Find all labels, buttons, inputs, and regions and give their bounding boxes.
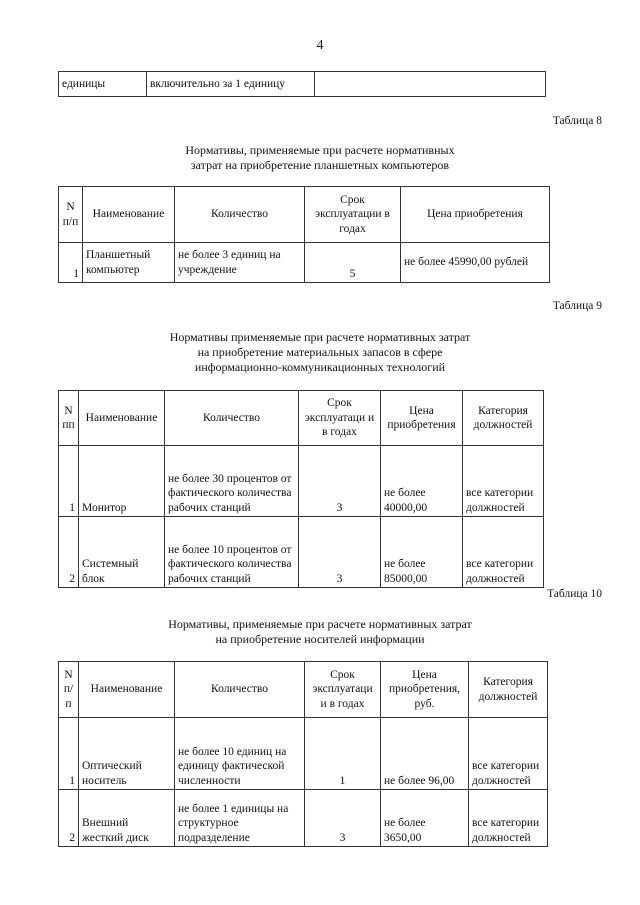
- continuation-table: [58, 71, 546, 97]
- title-line: Нормативы применяемые при расчете нормативных затрат: [169, 330, 471, 344]
- table-row: [59, 790, 548, 847]
- table10: [58, 661, 548, 847]
- table-row: [59, 243, 550, 283]
- table-cell: не более 1 единицы на структурное подразделение: [175, 790, 305, 847]
- table-cell: Системный блок: [79, 517, 165, 588]
- table-cell: не более 10 единиц на единицу фактической численности: [175, 718, 305, 790]
- table-cell: 2: [59, 517, 79, 588]
- header-cell: Категория должностей: [463, 391, 544, 446]
- table10-caption: Таблица 10: [547, 588, 602, 600]
- table-row: [59, 517, 544, 588]
- header-cell: Категория должностей: [469, 662, 548, 718]
- header-cell: Цена приобретения, руб.: [381, 662, 469, 718]
- header-cell: Срок эксплуатаци и в годах: [305, 662, 381, 718]
- title-line: затрат на приобретение планшетных компьютеров: [190, 158, 450, 172]
- table8-title: [0, 143, 640, 173]
- table-cell: Планшетный компьютер: [83, 243, 175, 283]
- table-cell: все категории должностей: [469, 718, 548, 790]
- header-cell: Наименование: [79, 662, 175, 718]
- header-cell: Цена приобретения: [381, 391, 463, 446]
- table8-caption: Таблица 8: [552, 115, 602, 127]
- table-cell: 3: [299, 446, 381, 517]
- header-cell: Наименование: [79, 391, 165, 446]
- table-cell: [315, 72, 546, 97]
- table-cell: не более 40000,00: [381, 446, 463, 517]
- header-cell: Срок эксплуатации в годах: [305, 187, 401, 243]
- table8: [58, 186, 550, 283]
- header-cell: Наименование: [83, 187, 175, 243]
- table-cell: не более 3 единиц на учреждение: [175, 243, 305, 283]
- title-line: на приобретение материальных запасов в сфере: [197, 345, 443, 359]
- title-line: на приобретение носителей информации: [215, 632, 425, 646]
- table-cell: не более 30 процентов от фактического количества рабочих станций: [165, 446, 299, 517]
- table-cell: 5: [305, 243, 401, 283]
- table-cell: 3: [299, 517, 381, 588]
- table9-title: [0, 330, 640, 375]
- table9-caption: Таблица 9: [552, 300, 602, 312]
- table10-title: [0, 617, 640, 647]
- table-cell: Монитор: [79, 446, 165, 517]
- table-cell: 1: [305, 718, 381, 790]
- table-cell: не более 85000,00: [381, 517, 463, 588]
- title-line: Нормативы, применяемые при расчете нормативных: [185, 143, 455, 157]
- header-cell: Количество: [175, 662, 305, 718]
- table-cell: 3: [305, 790, 381, 847]
- table-cell: 2: [59, 790, 79, 847]
- table-cell: Оптический носитель: [79, 718, 175, 790]
- table-cell: не более 3650,00: [381, 790, 469, 847]
- table-cell: не более 10 процентов от фактического количества рабочих станций: [165, 517, 299, 588]
- table-cell: единицы: [59, 72, 147, 97]
- table9: [58, 390, 544, 588]
- header-cell: N пп: [59, 391, 79, 446]
- header-cell: Количество: [175, 187, 305, 243]
- table-cell: Внешний жесткий диск: [79, 790, 175, 847]
- table-cell: включительно за 1 единицу: [147, 72, 315, 97]
- header-cell: Срок эксплуатаци и в годах: [299, 391, 381, 446]
- header-cell: N п/п: [59, 662, 79, 718]
- page-number: 4: [316, 38, 324, 53]
- table-cell: 1: [59, 243, 83, 283]
- title-line: Нормативы, применяемые при расчете нормативных затрат: [168, 617, 472, 631]
- table-row: [59, 718, 548, 790]
- header-cell: N п/п: [59, 187, 83, 243]
- header-cell: Цена приобретения: [401, 187, 550, 243]
- table-cell: 1: [59, 718, 79, 790]
- table-cell: все категории должностей: [469, 790, 548, 847]
- table-cell: все категории должностей: [463, 446, 544, 517]
- table-cell: 1: [59, 446, 79, 517]
- table-cell: не более 45990,00 рублей: [401, 243, 550, 283]
- title-line: информационно-коммуникационных технологий: [194, 360, 446, 374]
- table-cell: не более 96,00: [381, 718, 469, 790]
- table-row: [59, 446, 544, 517]
- header-cell: Количество: [165, 391, 299, 446]
- table-cell: все категории должностей: [463, 517, 544, 588]
